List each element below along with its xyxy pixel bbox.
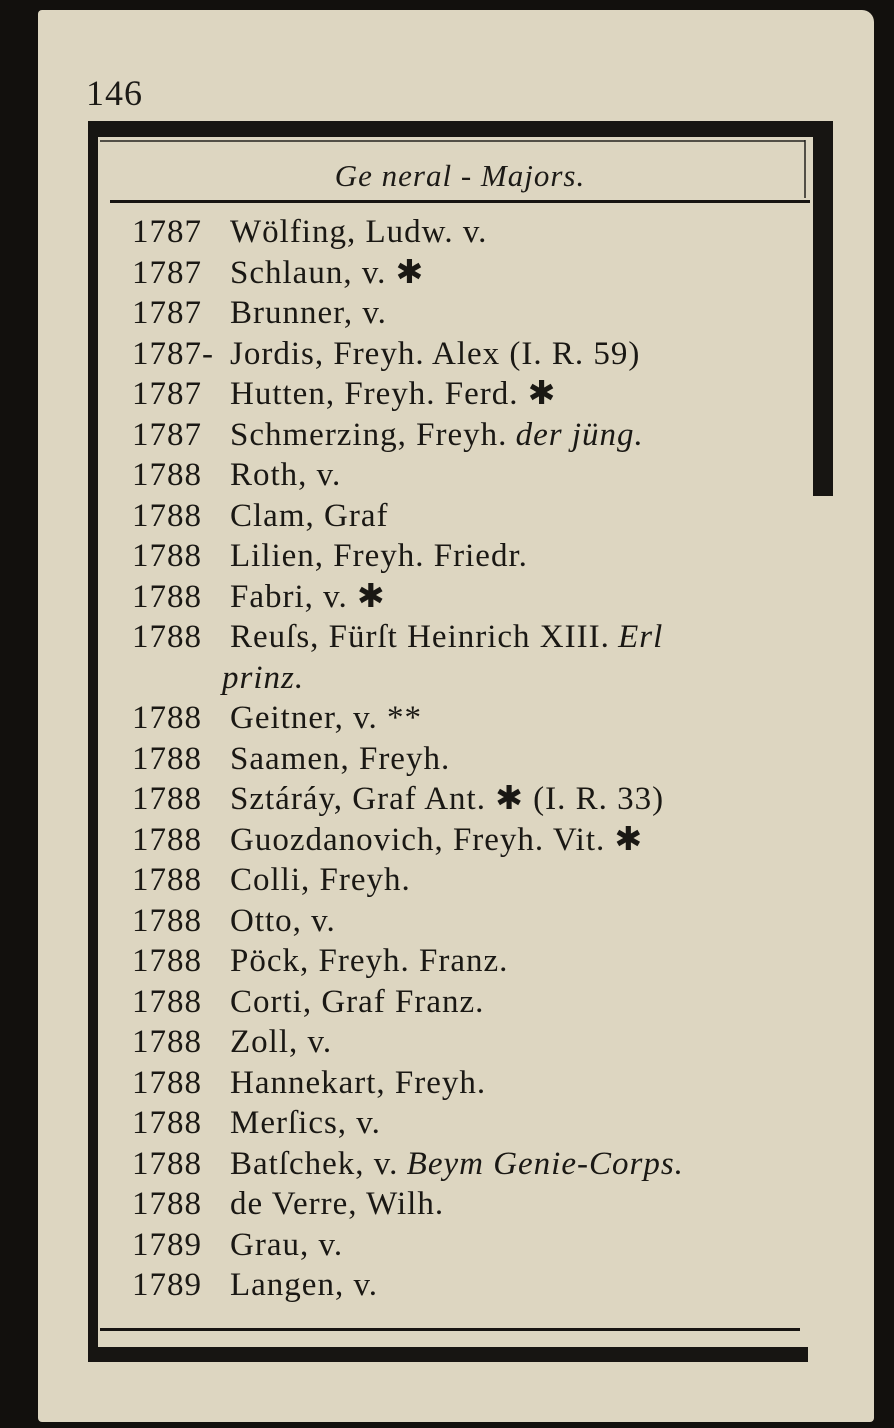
entry-name: de Verre, Wilh. bbox=[230, 1186, 445, 1222]
list-item bbox=[132, 455, 832, 496]
frame-bottom-rule bbox=[88, 1347, 808, 1362]
entry-note: Beym Genie-Corps. bbox=[406, 1145, 684, 1182]
entry-note: der jüng. bbox=[515, 416, 644, 453]
section-heading: Ge neral - Majors. bbox=[334, 158, 586, 193]
list-item bbox=[132, 212, 832, 253]
list-item bbox=[132, 860, 832, 901]
entry-name: Grau, v. bbox=[230, 1226, 344, 1263]
entry-year: 1787- bbox=[132, 335, 214, 372]
frame-left-rule bbox=[88, 121, 98, 1353]
list-item bbox=[132, 415, 832, 456]
entry-name: Sztáráy, Graf Ant. ✱ (I. R. 33) bbox=[230, 781, 665, 817]
list-item bbox=[132, 901, 832, 942]
entry-name: Geitner, v. ** bbox=[230, 700, 422, 736]
header-box-top-rule bbox=[100, 140, 805, 142]
list-item bbox=[132, 1225, 832, 1266]
list-item bbox=[132, 334, 832, 375]
list-item bbox=[132, 1265, 832, 1306]
entry-name: Hutten, Freyh. Ferd. ✱ bbox=[230, 376, 557, 412]
entry-name: Wölfing, Ludw. v. bbox=[230, 214, 488, 250]
entry-name: Fabri, v. ✱ bbox=[230, 578, 386, 615]
list-item bbox=[132, 374, 832, 415]
entry-year: 1788 bbox=[132, 902, 202, 939]
entry-name: Otto, v. bbox=[230, 902, 336, 939]
entry-name: Reuſs, Fürſt Heinrich XIII. bbox=[230, 619, 610, 655]
entry-year: 1788 bbox=[132, 497, 202, 534]
entry-note: Erl bbox=[618, 619, 664, 655]
entry-year: 1788 bbox=[132, 1064, 202, 1101]
officer-list bbox=[132, 212, 832, 1306]
list-item bbox=[132, 1103, 832, 1144]
entry-name: Batſchek, v. bbox=[230, 1145, 399, 1182]
entry-name: Saamen, Freyh. bbox=[230, 740, 451, 777]
entry-year: 1788 bbox=[132, 1186, 202, 1222]
entry-name: Brunner, v. bbox=[230, 295, 387, 331]
list-item bbox=[132, 577, 832, 618]
entry-year: 1788 bbox=[132, 1024, 202, 1060]
entry-name: Roth, v. bbox=[230, 457, 342, 493]
page-number: 146 bbox=[86, 73, 143, 113]
entry-name: Langen, v. bbox=[230, 1267, 379, 1303]
list-item bbox=[132, 739, 832, 780]
header-divider-rule bbox=[110, 200, 810, 203]
frame-top-rule bbox=[88, 121, 822, 137]
entry-year: 1787 bbox=[132, 254, 202, 291]
list-item bbox=[132, 496, 832, 537]
entry-year: 1789 bbox=[132, 1226, 202, 1263]
entry-year: 1788 bbox=[132, 821, 202, 858]
entry-name: Pöck, Freyh. Franz. bbox=[230, 943, 509, 979]
entry-year: 1788 bbox=[132, 578, 202, 615]
entry-year: 1787 bbox=[132, 416, 202, 453]
entry-year: 1788 bbox=[132, 1105, 202, 1141]
entry-name: Guozdanovich, Freyh. Vit. ✱ bbox=[230, 821, 644, 858]
list-item bbox=[132, 253, 832, 294]
entry-name: Colli, Freyh. bbox=[230, 862, 411, 898]
entry-name: Hannekart, Freyh. bbox=[230, 1064, 487, 1101]
entry-year: 1787 bbox=[132, 295, 202, 331]
entry-year: 1788 bbox=[132, 862, 202, 898]
list-item bbox=[132, 617, 832, 658]
list-item bbox=[132, 658, 832, 699]
entry-year: 1787 bbox=[132, 376, 202, 412]
entry-year: 1788 bbox=[132, 1145, 202, 1182]
frame-bottom-thin-rule bbox=[100, 1328, 800, 1331]
entry-year: 1788 bbox=[132, 740, 202, 777]
list-item bbox=[132, 536, 832, 577]
entry-name: Clam, Graf bbox=[230, 497, 389, 534]
entry-name: Lilien, Freyh. Friedr. bbox=[230, 538, 528, 574]
entry-name: Schlaun, v. ✱ bbox=[230, 254, 425, 291]
list-item bbox=[132, 820, 832, 861]
entry-year: 1789 bbox=[132, 1267, 202, 1303]
entry-name: Merſics, v. bbox=[230, 1105, 381, 1141]
entry-name: Zoll, v. bbox=[230, 1024, 333, 1060]
entry-year: 1788 bbox=[132, 781, 202, 817]
list-item bbox=[132, 1022, 832, 1063]
list-item bbox=[132, 698, 832, 739]
entry-year: 1788 bbox=[132, 700, 202, 736]
list-item bbox=[132, 1184, 832, 1225]
entry-year: 1788 bbox=[132, 983, 202, 1020]
entry-name: Jordis, Freyh. Alex (I. R. 59) bbox=[230, 335, 641, 372]
list-item bbox=[132, 941, 832, 982]
list-item bbox=[132, 1144, 832, 1185]
entry-year: 1787 bbox=[132, 214, 202, 250]
list-item bbox=[132, 779, 832, 820]
entry-name: Corti, Graf Franz. bbox=[230, 983, 485, 1020]
entry-year: 1788 bbox=[132, 619, 202, 655]
list-item bbox=[132, 982, 832, 1023]
entry-year: 1788 bbox=[132, 943, 202, 979]
entry-note: prinz. bbox=[222, 659, 305, 696]
list-item bbox=[132, 293, 832, 334]
entry-name: Schmerzing, Freyh. bbox=[230, 416, 508, 453]
entry-year: 1788 bbox=[132, 538, 202, 574]
entry-year: 1788 bbox=[132, 457, 202, 493]
list-item bbox=[132, 1063, 832, 1104]
